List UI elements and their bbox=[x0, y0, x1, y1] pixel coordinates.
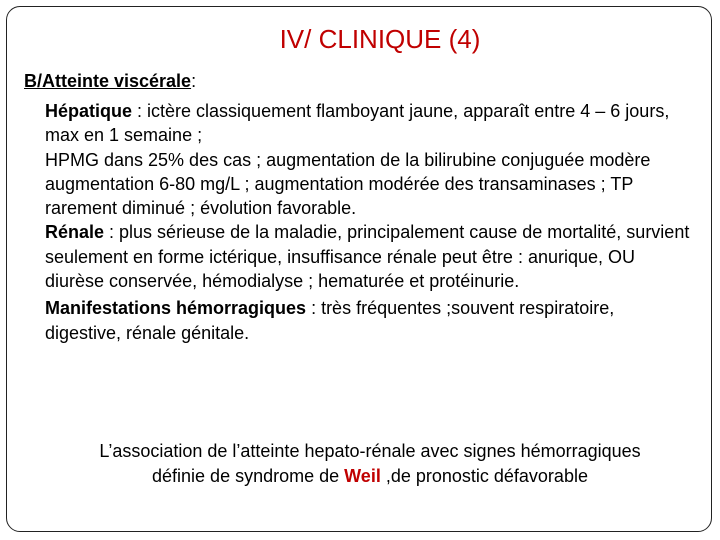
renale-text: : plus sérieuse de la maladie, principalement cause de mortalité, survient seulement en forme ictérique, insuffisance rénale peut être : anurique, OU diurèse conservée, hémodialyse ; hematurée et protéinurie. bbox=[45, 222, 690, 292]
renale-label: Rénale bbox=[45, 222, 105, 243]
manifestations-paragraph bbox=[45, 296, 695, 345]
hepatique-text: : ictère classiquement flamboyant jaune, apparaît entre 4 – 6 jours, max en 1 semaine ; bbox=[45, 101, 670, 146]
hepatique-details: HPMG dans 25% des cas ; augmentation de la bilirubine conjuguée modère augmentation 6-80 mg/L ; augmentation modérée des transaminases ; TP rarement diminué ; évolution favorable. bbox=[45, 149, 651, 219]
conclusion-paragraph bbox=[80, 439, 660, 488]
section-colon: : bbox=[191, 71, 197, 91]
conclusion-text-after: ,de pronostic défavorable bbox=[380, 465, 588, 486]
slide-body bbox=[45, 99, 695, 345]
section-heading bbox=[24, 69, 196, 93]
hepatique-label: Hépatique bbox=[45, 101, 133, 121]
manifestations-text: : très fréquentes ;souvent respiratoire, digestive, rénale génitale. bbox=[45, 298, 615, 343]
slide-title: IV/ CLINIQUE (4) bbox=[279, 24, 481, 54]
renale-paragraph bbox=[45, 220, 695, 293]
conclusion-text-before: L’association de l’atteinte hepato-rénale avec signes hémorragiques définie de syndrome de bbox=[99, 441, 641, 486]
weil-highlight: Weil bbox=[344, 465, 381, 486]
hepatique-paragraph bbox=[45, 99, 695, 148]
section-label: B/Atteinte viscérale bbox=[24, 71, 192, 91]
manifestations-label: Manifestations hémorragiques bbox=[45, 298, 307, 319]
